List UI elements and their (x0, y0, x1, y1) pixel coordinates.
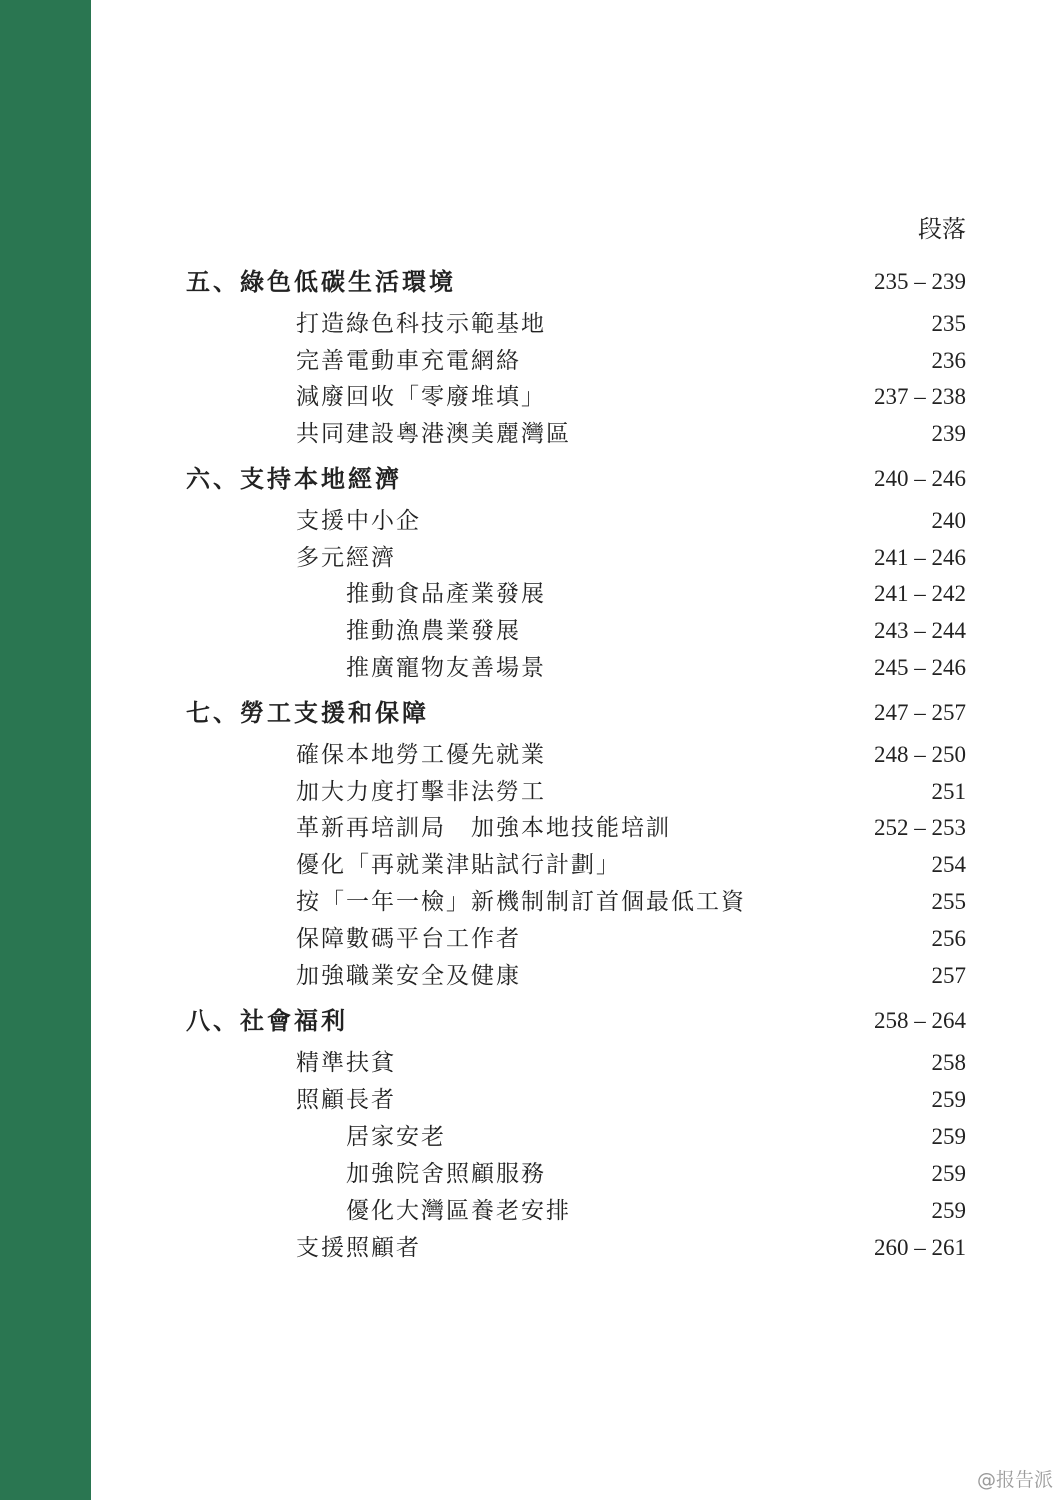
toc-subsection-label: 打造綠色科技示範基地 (296, 311, 546, 337)
toc-paragraph-range: 235 (931, 311, 966, 336)
toc-paragraph-range: 237 – 238 (874, 384, 966, 409)
toc-subsection-label: 按「一年一檢」新機制制訂首個最低工資 (296, 889, 746, 915)
toc-subsubsection-label: 加強院舍照顧服務 (346, 1161, 546, 1187)
toc-subsection-label: 支援中小企 (296, 508, 421, 534)
toc-subsection-label: 加大力度打擊非法勞工 (296, 779, 546, 805)
toc-paragraph-range: 257 (931, 963, 966, 988)
toc-subsection-label: 優化「再就業津貼試行計劃」 (296, 852, 621, 878)
toc-subsection-label: 革新再培訓局 加強本地技能培訓 (296, 815, 671, 841)
toc-subsection-label: 共同建設粵港澳美麗灣區 (296, 421, 571, 447)
toc-paragraph-range: 236 (931, 348, 966, 373)
toc-subsection-row (0, 381, 1061, 413)
toc-subsection-row (0, 542, 1061, 574)
toc-subsection-label: 照顧長者 (296, 1087, 396, 1113)
toc-subsection-row (0, 776, 1061, 808)
toc-paragraph-range: 258 (931, 1050, 966, 1075)
toc-subsection-row (0, 960, 1061, 992)
toc-subsection-label: 減廢回收「零廢堆填」 (296, 384, 546, 410)
toc-paragraph-range: 255 (931, 889, 966, 914)
toc-paragraph-range: 240 (931, 508, 966, 533)
toc-paragraph-range: 260 – 261 (874, 1235, 966, 1260)
toc-paragraph-range: 259 (931, 1124, 966, 1149)
toc-subsection-label: 確保本地勞工優先就業 (296, 742, 546, 768)
toc-subsection-row (0, 886, 1061, 918)
watermark-text: @报告派 (976, 1469, 1053, 1491)
toc-paragraph-range: 247 – 257 (874, 700, 966, 725)
toc-subsection-row (0, 1047, 1061, 1079)
toc-paragraph-range: 254 (931, 852, 966, 877)
toc-subsection-label: 完善電動車充電網絡 (296, 348, 521, 374)
toc-paragraph-range: 241 – 242 (874, 581, 966, 606)
toc-subsection-label: 多元經濟 (296, 545, 396, 571)
paragraph-column-header: 段落 (918, 215, 966, 243)
toc-section-label: 八、社會福利 (186, 1006, 348, 1035)
toc-paragraph-range: 243 – 244 (874, 618, 966, 643)
toc-section-row (0, 697, 1061, 729)
toc-paragraph-range: 240 – 246 (874, 466, 966, 491)
toc-subsection-label: 支援照顧者 (296, 1235, 421, 1261)
toc-paragraph-range: 248 – 250 (874, 742, 966, 767)
toc-subsection-row (0, 849, 1061, 881)
toc-subsubsection-row (0, 1195, 1061, 1227)
toc-subsection-row (0, 345, 1061, 377)
toc-section-row (0, 463, 1061, 495)
toc-paragraph-range: 259 (931, 1161, 966, 1186)
toc-subsection-row (0, 1084, 1061, 1116)
toc-subsubsection-row (0, 1158, 1061, 1190)
toc-subsubsection-label: 居家安老 (346, 1124, 446, 1150)
toc-subsection-label: 精準扶貧 (296, 1050, 396, 1076)
toc-section-label: 七、勞工支援和保障 (186, 698, 429, 727)
toc-subsection-label: 加強職業安全及健康 (296, 963, 521, 989)
toc-subsubsection-row (0, 652, 1061, 684)
toc-subsection-row (0, 308, 1061, 340)
toc-subsection-row (0, 812, 1061, 844)
toc-paragraph-range: 258 – 264 (874, 1008, 966, 1033)
toc-paragraph-range: 241 – 246 (874, 545, 966, 570)
toc-subsection-row (0, 505, 1061, 537)
toc-subsubsection-label: 優化大灣區養老安排 (346, 1198, 571, 1224)
toc-subsubsection-label: 推動漁農業發展 (346, 618, 521, 644)
toc-subsubsection-row (0, 615, 1061, 647)
toc-subsection-row (0, 923, 1061, 955)
toc-paragraph-range: 259 (931, 1087, 966, 1112)
toc-section-row (0, 266, 1061, 298)
toc-paragraph-range: 252 – 253 (874, 815, 966, 840)
toc-section-row (0, 1005, 1061, 1037)
toc-section-label: 五、綠色低碳生活環境 (186, 267, 456, 296)
toc-paragraph-range: 251 (931, 779, 966, 804)
toc-subsubsection-label: 推動食品產業發展 (346, 581, 546, 607)
toc-subsection-row (0, 418, 1061, 450)
toc-paragraph-range: 245 – 246 (874, 655, 966, 680)
toc-paragraph-range: 235 – 239 (874, 269, 966, 294)
toc-subsection-row (0, 1232, 1061, 1264)
toc-paragraph-range: 259 (931, 1198, 966, 1223)
toc-paragraph-range: 239 (931, 421, 966, 446)
toc-subsubsection-label: 推廣寵物友善場景 (346, 655, 546, 681)
toc-subsection-label: 保障數碼平台工作者 (296, 926, 521, 952)
toc-subsubsection-row (0, 578, 1061, 610)
toc-section-label: 六、支持本地經濟 (186, 464, 402, 493)
toc-subsubsection-row (0, 1121, 1061, 1153)
toc-subsection-row (0, 739, 1061, 771)
toc-paragraph-range: 256 (931, 926, 966, 951)
